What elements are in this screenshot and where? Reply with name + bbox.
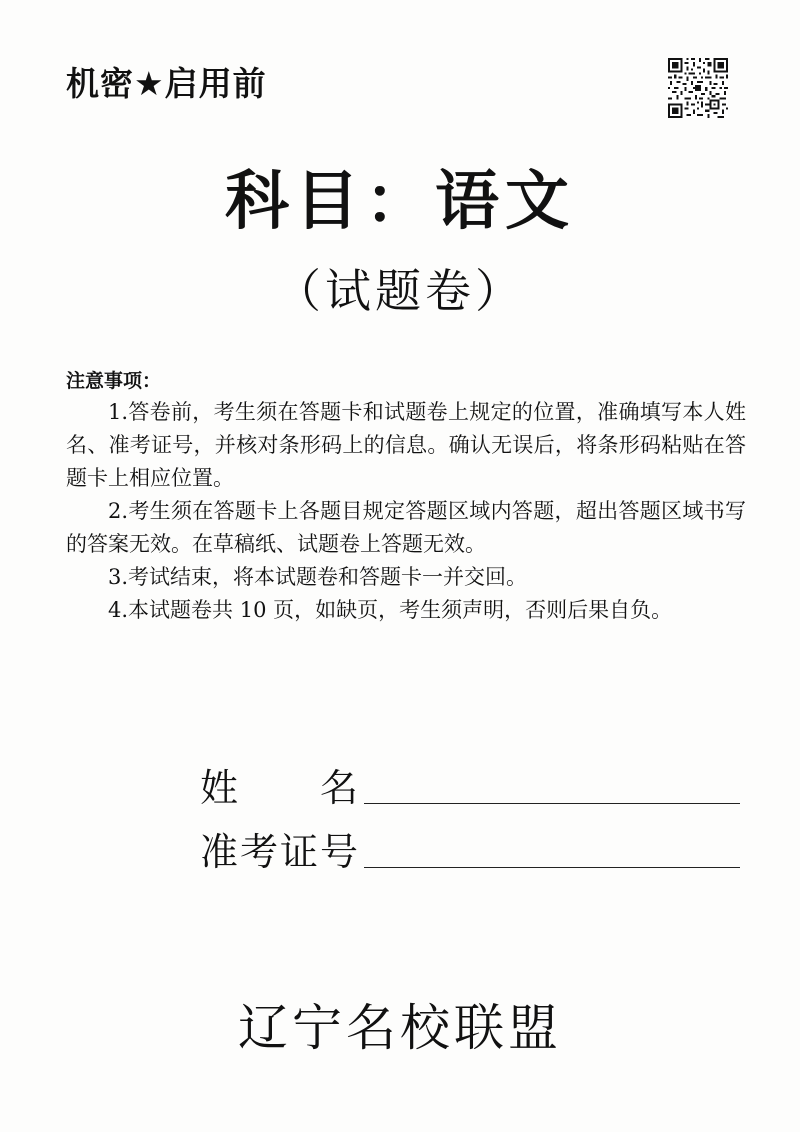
notice-heading: 注意事项： — [66, 370, 162, 392]
notice-item: 4.本试题卷共 10 页，如缺页，考生须声明，否则后果自负。 — [108, 598, 673, 622]
notice-item: 3.考试结束，将本试题卷和答题卡一并交回。 — [108, 565, 528, 589]
notice-item: 1.答卷前，考生须在答题卡和试题卷上规定的位置，准确填写本人姓名、准考证号，并核对条形码上的信息。确认无误后，将条形码粘贴在答题卡上相应位置。 — [66, 400, 746, 490]
notice-list — [66, 396, 746, 627]
admission-number-field[interactable] — [364, 867, 740, 868]
name-field[interactable] — [364, 803, 740, 804]
qr-code-icon — [668, 58, 728, 118]
name-label: 姓名 — [200, 766, 441, 810]
notice-item: 2.考生须在答题卡上各题目规定答题区域内答题，超出答题区域书写的答案无效。在草稿纸、试题卷上答题无效。 — [66, 499, 746, 556]
name-row — [200, 762, 740, 812]
admission-number-row — [200, 826, 740, 876]
confidential-label: 机密★启用前 — [66, 64, 267, 103]
organization-name: 辽宁名校联盟 — [238, 999, 562, 1057]
subject-title: 科目：语文 — [225, 164, 575, 239]
paper-type-title: （试题卷） — [275, 264, 525, 318]
admission-number-label: 准考证号 — [200, 830, 361, 874]
